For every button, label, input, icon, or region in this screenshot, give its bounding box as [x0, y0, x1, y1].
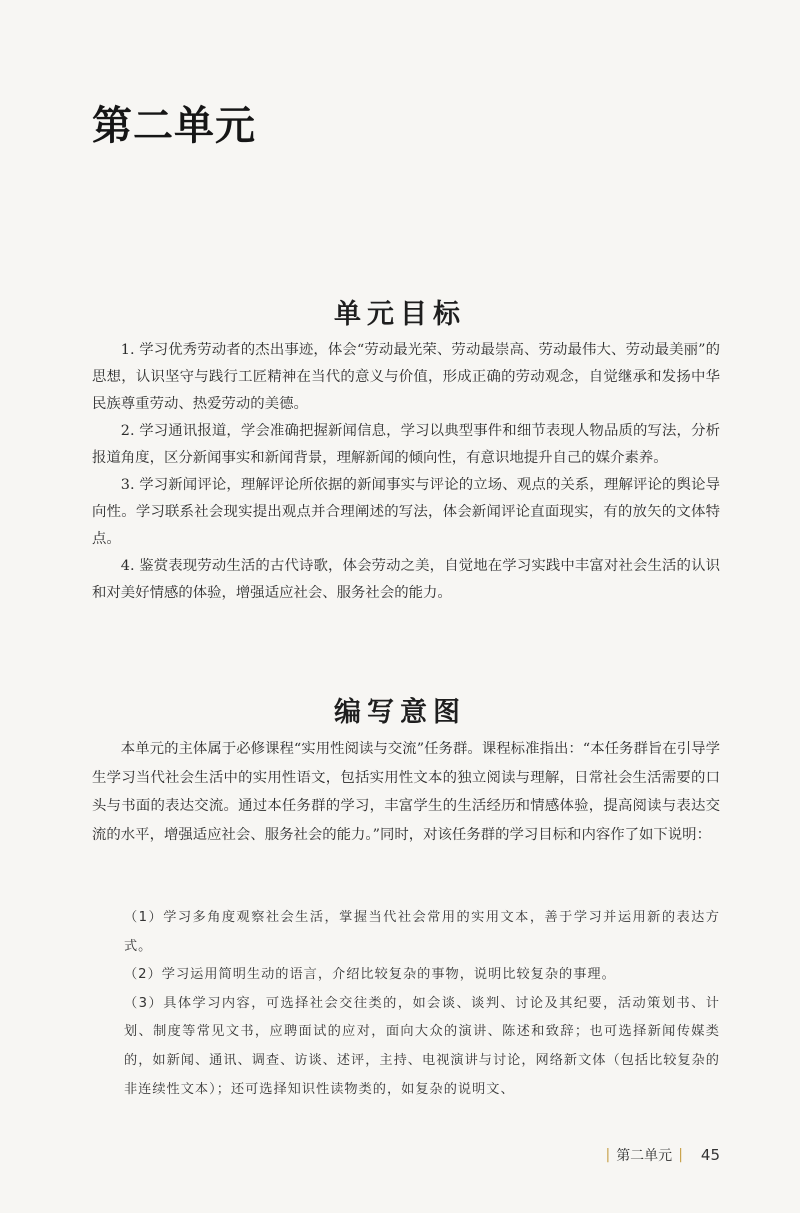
- goal-item-3: 3. 学习新闻评论，理解评论所依据的新闻事实与评论的立场、观点的关系，理解评论的舆论导向性。学习联系社会现实提出观点并合理阐述的写法，体会新闻评论直面现实，有的放矢的文体特点。: [92, 477, 720, 547]
- goals-list: [92, 337, 720, 607]
- standard-quote-block: [124, 904, 720, 1104]
- goals-heading: 单元目标: [334, 299, 466, 330]
- footer-divider-left: |: [605, 1147, 611, 1163]
- intent-heading: 编写意图: [334, 697, 466, 728]
- quote-item-1: （1）学习多角度观察社会生活，掌握当代社会常用的实用文本，善于学习并运用新的表达方式。: [124, 910, 720, 954]
- goal-item-4: 4. 鉴赏表现劳动生活的古代诗歌，体会劳动之美，自觉地在学习实践中丰富对社会生活的认识和对美好情感的体验，增强适应社会、服务社会的能力。: [92, 558, 720, 601]
- page-number: 45: [700, 1146, 720, 1164]
- unit-title: 第二单元: [92, 103, 256, 149]
- intent-paragraph: 本单元的主体属于必修课程“实用性阅读与交流”任务群。课程标准指出：“本任务群旨在引导学生学习当代社会生活中的实用性语文，包括实用性文本的独立阅读与理解，日常社会生活需要的口头与书面的表达交流。通过本任务群的学习，丰富学生的生活经历和情感体验，提高阅读与表达交流的水平，增强适应社会、服务社会的能力。”同时，对该任务群的学习目标和内容作了如下说明：: [92, 741, 720, 843]
- quote-item-3: （3）具体学习内容，可选择社会交往类的，如会谈、谈判、讨论及其纪要，活动策划书、计划、制度等常见文书，应聘面试的应对，面向大众的演讲、陈述和致辞；也可选择新闻传媒类的，如新闻、通讯、调查、访谈、述评，主持、电视演讲与讨论，网络新文体（包括比较复杂的非连续性文本）；还可选择知识性读物类的，如复杂的说明文、: [124, 995, 720, 1097]
- footer-unit-label: 第二单元: [616, 1148, 673, 1164]
- goal-item-2: 2. 学习通讯报道，学会准确把握新闻信息，学习以典型事件和细节表现人物品质的写法，分析报道角度，区分新闻事实和新闻背景，理解新闻的倾向性，有意识地提升自己的媒介素养。: [92, 423, 720, 466]
- goal-item-1: 1. 学习优秀劳动者的杰出事迹，体会“劳动最光荣、劳动最崇高、劳动最伟大、劳动最美丽”的思想，认识坚守与践行工匠精神在当代的意义与价值，形成正确的劳动观念，自觉继承和发扬中华民族尊重劳动、热爱劳动的美德。: [92, 342, 720, 412]
- page-footer: [605, 1145, 720, 1165]
- intent-body: [92, 735, 720, 849]
- footer-divider-right: |: [678, 1147, 683, 1163]
- quote-item-2: （2）学习运用简明生动的语言，介绍比较复杂的事物，说明比较复杂的事理。: [124, 967, 616, 983]
